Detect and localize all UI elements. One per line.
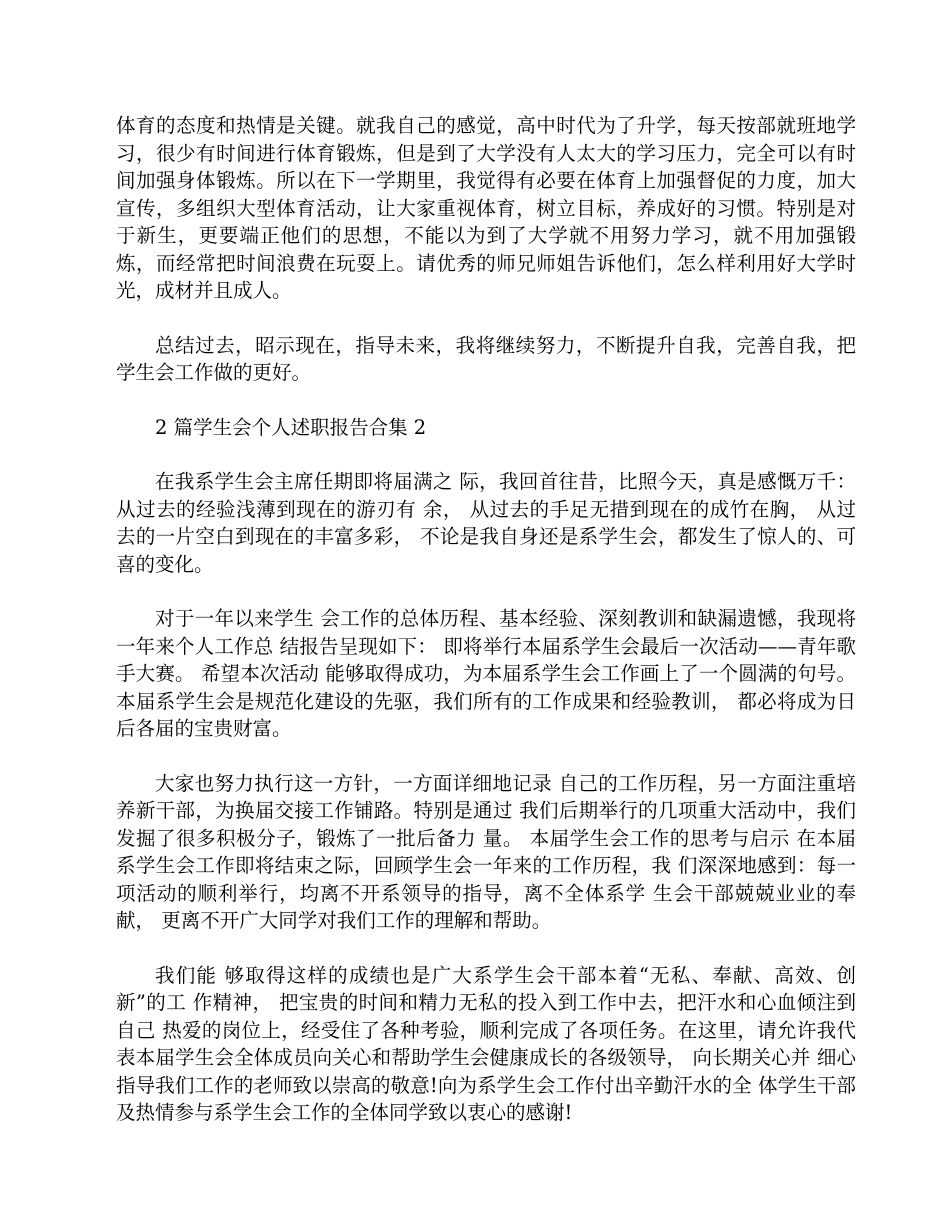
paragraph-gratitude: 我们能 够取得这样的成绩也是广大系学生会干部本着“无私、奉献、高效、创新”的工 作精神， 把宝贵的时间和精力无私的投入到工作中去，把汗水和心血倾注到自己 热爱的岗位上，经受住了各种考验，顺利完成了各项任务。在这里，请允许我代 表本届学生会全体成员向关心和帮助学生会健康成长的各级领导， 向长期关心并 细心指导我们工作的老师致以崇高的敬意!向为系学生会工作付出辛勤汗水的全 体学生干部及热情参与系学生会工作的全体同学致以衷心的感谢! [116,963,856,1124]
paragraph-annual-report: 对于一年以来学生 会工作的总体历程、基本经验、深刻教训和缺漏遗憾，我现将一年来个人工作总 结报告呈现如下： 即将举行本届系学生会最后一次活动——青年歌手大赛。 希望本次活动 能够取得成功，为本届系学生会工作画上了一个圆满的句号。 本届系学生会是规范化建设的先驱，我们所有的工作成果和经验教训， 都必将成为日后各届的宝贵财富。 [116,607,856,740]
paragraph-summary: 总结过去，昭示现在，指导未来，我将继续努力，不断提升自我，完善自我，把学生会工作做的更好。 [116,333,856,384]
document-body [116,112,856,1154]
paragraph-policy-execution: 大家也努力执行这一方针，一方面详细地记录 自己的工作历程，另一方面注重培养新干部，为换届交接工作铺路。特别是通过 我们后期举行的几项重大活动中，我们发掘了很多积极分子，锻炼了一批后备力 量。 本届学生会工作的思考与启示 在本届系学生会工作即将结束之际，回顾学生会一年来的工作历程，我 们深深地感到：每一项活动的顺利举行，均离不开系领导的指导，离不全体系学 生会干部兢兢业业的奉献， 更离不开广大同学对我们工作的理解和帮助。 [116,771,856,932]
section-heading: 2 篇学生会个人述职报告合集 2 [155,415,427,439]
paragraph-term-reflection: 在我系学生会主席任期即将届满之 际，我回首往昔，比照今天，真是感慨万千：从过去的经验浅薄到现在的游刃有 余， 从过去的手足无措到现在的成竹在胸， 从过去的一片空白到现在的丰富多彩， 不论是我自身还是系学生会，都发生了惊人的、可喜的变化。 [116,470,856,576]
paragraph-sports-attitude: 体育的态度和热情是关键。就我自己的感觉，高中时代为了升学，每天按部就班地学习，很少有时间进行体育锻炼，但是到了大学没有人太大的学习压力，完全可以有时间加强身体锻炼。所以在下一学期里，我觉得有必要在体育上加强督促的力度，加大宣传，多组织大型体育活动，让大家重视体育，树立目标，养成好的习惯。特别是对于新生，更要端正他们的思想，不能以为到了大学就不用努力学习，就不用加强锻炼，而经常把时间浪费在玩耍上。请优秀的师兄师姐告诉他们，怎么样利用好大学时光，成材并且成人。 [116,114,856,302]
